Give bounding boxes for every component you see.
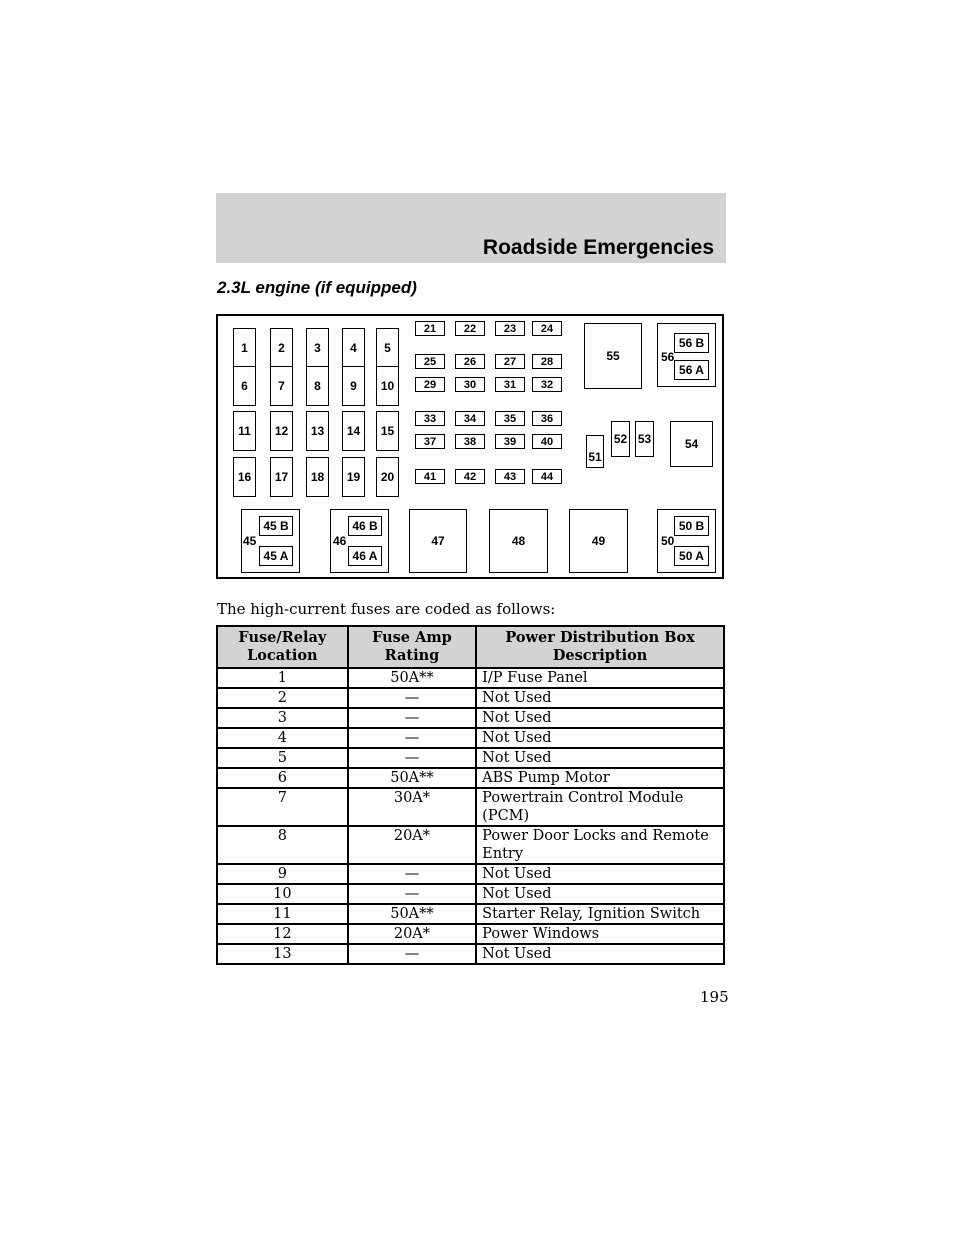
fuse-56b: 56 B <box>674 333 709 353</box>
fuse-13: 13 <box>306 411 329 451</box>
table-row <box>217 924 724 944</box>
fuse-15: 15 <box>376 411 399 451</box>
fuse-14: 14 <box>342 411 365 451</box>
cell-location: 13 <box>217 944 348 964</box>
cell-location: 3 <box>217 708 348 728</box>
relay-55: 55 <box>584 323 642 389</box>
fuse-22: 22 <box>455 321 485 336</box>
fuse-50a: 50 A <box>674 546 709 566</box>
header-band <box>216 193 726 263</box>
fuse-2: 2 <box>270 328 293 368</box>
cell-rating: — <box>348 864 476 884</box>
fuse-4: 4 <box>342 328 365 368</box>
table-row <box>217 788 724 826</box>
fuse-39: 39 <box>495 434 525 449</box>
fuse-16: 16 <box>233 457 256 497</box>
relay-54: 54 <box>670 421 713 467</box>
table-intro: The high-current fuses are coded as follows: <box>217 600 556 618</box>
fuse-50b: 50 B <box>674 516 709 536</box>
table-row <box>217 728 724 748</box>
fuse-27: 27 <box>495 354 525 369</box>
fuse-20: 20 <box>376 457 399 497</box>
fuse-35: 35 <box>495 411 525 426</box>
cell-rating: 20A* <box>348 826 476 864</box>
table-body <box>217 668 724 964</box>
cell-description: Not Used <box>476 688 724 708</box>
fuse-box-diagram <box>216 314 724 579</box>
cell-location: 8 <box>217 826 348 864</box>
cell-location: 12 <box>217 924 348 944</box>
cell-rating: 30A* <box>348 788 476 826</box>
cell-rating: 20A* <box>348 924 476 944</box>
table-row <box>217 688 724 708</box>
fuse-46b: 46 B <box>348 516 382 536</box>
fuse-group-50-label: 50 <box>661 534 675 548</box>
col-header-rating: Fuse Amp Rating <box>348 626 476 668</box>
fuse-table <box>216 625 725 965</box>
cell-rating: 50A** <box>348 668 476 688</box>
fuse-37: 37 <box>415 434 445 449</box>
cell-location: 5 <box>217 748 348 768</box>
fuse-43: 43 <box>495 469 525 484</box>
fuse-46a: 46 A <box>348 546 382 566</box>
cell-description: ABS Pump Motor <box>476 768 724 788</box>
fuse-17: 17 <box>270 457 293 497</box>
table-row <box>217 826 724 864</box>
fuse-28: 28 <box>532 354 562 369</box>
fuse-40: 40 <box>532 434 562 449</box>
table-header-row <box>217 626 724 668</box>
cell-description: Power Door Locks and Remote Entry <box>476 826 724 864</box>
fuse-25: 25 <box>415 354 445 369</box>
table-row <box>217 904 724 924</box>
fuse-32: 32 <box>532 377 562 392</box>
cell-description: Powertrain Control Module (PCM) <box>476 788 724 826</box>
col-header-description: Power Distribution Box Description <box>476 626 724 668</box>
cell-location: 4 <box>217 728 348 748</box>
table-row <box>217 944 724 964</box>
fuse-group-45-label: 45 <box>243 534 257 548</box>
cell-rating: — <box>348 708 476 728</box>
fuse-56a: 56 A <box>674 360 709 380</box>
cell-rating: — <box>348 944 476 964</box>
table-row <box>217 668 724 688</box>
fuse-33: 33 <box>415 411 445 426</box>
cell-description: Not Used <box>476 864 724 884</box>
cell-description: Not Used <box>476 728 724 748</box>
fuse-30: 30 <box>455 377 485 392</box>
cell-location: 10 <box>217 884 348 904</box>
cell-rating: 50A** <box>348 904 476 924</box>
cell-location: 9 <box>217 864 348 884</box>
cell-description: Power Windows <box>476 924 724 944</box>
fuse-23: 23 <box>495 321 525 336</box>
fuse-45b: 45 B <box>259 516 293 536</box>
cell-location: 6 <box>217 768 348 788</box>
fuse-8: 8 <box>306 366 329 406</box>
cell-description: I/P Fuse Panel <box>476 668 724 688</box>
cell-rating: — <box>348 728 476 748</box>
fuse-7: 7 <box>270 366 293 406</box>
relay-52: 52 <box>611 421 630 457</box>
fuse-group-56-label: 56 <box>661 350 675 364</box>
cell-description: Not Used <box>476 708 724 728</box>
cell-location: 11 <box>217 904 348 924</box>
cell-location: 2 <box>217 688 348 708</box>
cell-description: Starter Relay, Ignition Switch <box>476 904 724 924</box>
cell-rating: — <box>348 884 476 904</box>
engine-subheading: 2.3L engine (if equipped) <box>217 278 417 297</box>
relay-47: 47 <box>409 509 467 573</box>
section-title: Roadside Emergencies <box>482 236 714 259</box>
table-row <box>217 864 724 884</box>
fuse-29: 29 <box>415 377 445 392</box>
cell-description: Not Used <box>476 884 724 904</box>
relay-51: 51 <box>586 435 604 468</box>
fuse-24: 24 <box>532 321 562 336</box>
fuse-10: 10 <box>376 366 399 406</box>
fuse-31: 31 <box>495 377 525 392</box>
table-row <box>217 768 724 788</box>
fuse-34: 34 <box>455 411 485 426</box>
cell-description: Not Used <box>476 748 724 768</box>
relay-48: 48 <box>489 509 548 573</box>
fuse-5: 5 <box>376 328 399 368</box>
fuse-42: 42 <box>455 469 485 484</box>
fuse-41: 41 <box>415 469 445 484</box>
cell-description: Not Used <box>476 944 724 964</box>
fuse-9: 9 <box>342 366 365 406</box>
table-row <box>217 748 724 768</box>
fuse-21: 21 <box>415 321 445 336</box>
fuse-11: 11 <box>233 411 256 451</box>
fuse-45a: 45 A <box>259 546 293 566</box>
page-number: 195 <box>700 988 729 1006</box>
fuse-1: 1 <box>233 328 256 368</box>
fuse-19: 19 <box>342 457 365 497</box>
cell-location: 7 <box>217 788 348 826</box>
cell-rating: — <box>348 748 476 768</box>
cell-location: 1 <box>217 668 348 688</box>
fuse-12: 12 <box>270 411 293 451</box>
fuse-38: 38 <box>455 434 485 449</box>
fuse-6: 6 <box>233 366 256 406</box>
cell-rating: — <box>348 688 476 708</box>
fuse-18: 18 <box>306 457 329 497</box>
relay-49: 49 <box>569 509 628 573</box>
fuse-26: 26 <box>455 354 485 369</box>
fuse-group-46-label: 46 <box>333 534 347 548</box>
fuse-3: 3 <box>306 328 329 368</box>
col-header-location: Fuse/Relay Location <box>217 626 348 668</box>
relay-53: 53 <box>635 421 654 457</box>
table-row <box>217 884 724 904</box>
fuse-44: 44 <box>532 469 562 484</box>
table-row <box>217 708 724 728</box>
fuse-36: 36 <box>532 411 562 426</box>
cell-rating: 50A** <box>348 768 476 788</box>
